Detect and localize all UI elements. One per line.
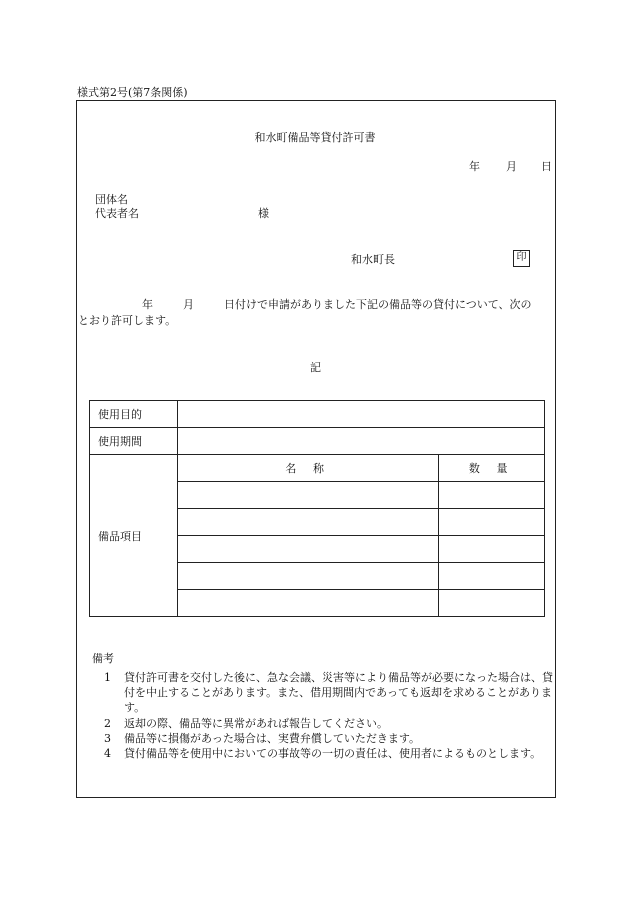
item-qty-cell[interactable]: [439, 563, 545, 590]
item-name-cell[interactable]: [178, 563, 439, 590]
column-header-quantity: 数 量: [439, 455, 545, 482]
representative-label: 代表者名: [95, 207, 139, 220]
honorific-sama: 様: [258, 207, 269, 220]
notes-title: 備考: [92, 652, 114, 665]
item-qty-cell[interactable]: [439, 536, 545, 563]
items-label: 備品項目: [90, 455, 178, 617]
note-text: 貸付許可書を交付した後に、急な会議、災害等により備品等が必要になった場合は、貸付を中止することがあります。また、借用期間内であっても返却を求めることがあります。: [124, 671, 553, 714]
item-qty-cell[interactable]: [439, 482, 545, 509]
note-number: 4: [104, 747, 111, 760]
date-month: 月: [506, 160, 517, 173]
body-line2: とおり許可します。: [78, 314, 177, 327]
note-text: 貸付備品等を使用中においての事故等の一切の責任は、使用者によるものとします。: [124, 747, 542, 760]
form-number-label: 様式第2号(第7条関係): [77, 86, 188, 99]
date-day: 日: [541, 160, 552, 173]
date-year: 年: [469, 160, 480, 173]
item-name-cell[interactable]: [178, 482, 439, 509]
note-number: 2: [104, 717, 111, 730]
group-name-label: 団体名: [95, 193, 128, 206]
note-text: 備品等に損傷があった場合は、実費弁償していただきます。: [124, 732, 421, 745]
item-name-cell[interactable]: [178, 590, 439, 617]
item-qty-cell[interactable]: [439, 590, 545, 617]
column-header-name: 名 称: [178, 455, 439, 482]
item-qty-cell[interactable]: [439, 509, 545, 536]
period-label: 使用期間: [90, 428, 178, 455]
note-number: 1: [104, 671, 111, 684]
purpose-label: 使用目的: [90, 401, 178, 428]
body-month: 月: [183, 298, 194, 311]
ki-heading: 記: [310, 361, 321, 374]
seal-mark: 印: [513, 250, 530, 267]
loan-items-table: [89, 400, 545, 617]
item-name-cell[interactable]: [178, 509, 439, 536]
item-name-cell[interactable]: [178, 536, 439, 563]
document-title: 和水町備品等貸付許可書: [254, 131, 376, 144]
note-text: 返却の際、備品等に異常があれば報告してください。: [124, 717, 388, 730]
period-field[interactable]: [178, 428, 545, 455]
permission-statement: [78, 297, 550, 329]
issuer-name: 和水町長: [351, 253, 395, 266]
purpose-field[interactable]: [178, 401, 545, 428]
body-year: 年: [142, 298, 153, 311]
note-number: 3: [104, 732, 111, 745]
body-line1: 日付けで申請がありました下記の備品等の貸付について、次の: [224, 298, 532, 311]
